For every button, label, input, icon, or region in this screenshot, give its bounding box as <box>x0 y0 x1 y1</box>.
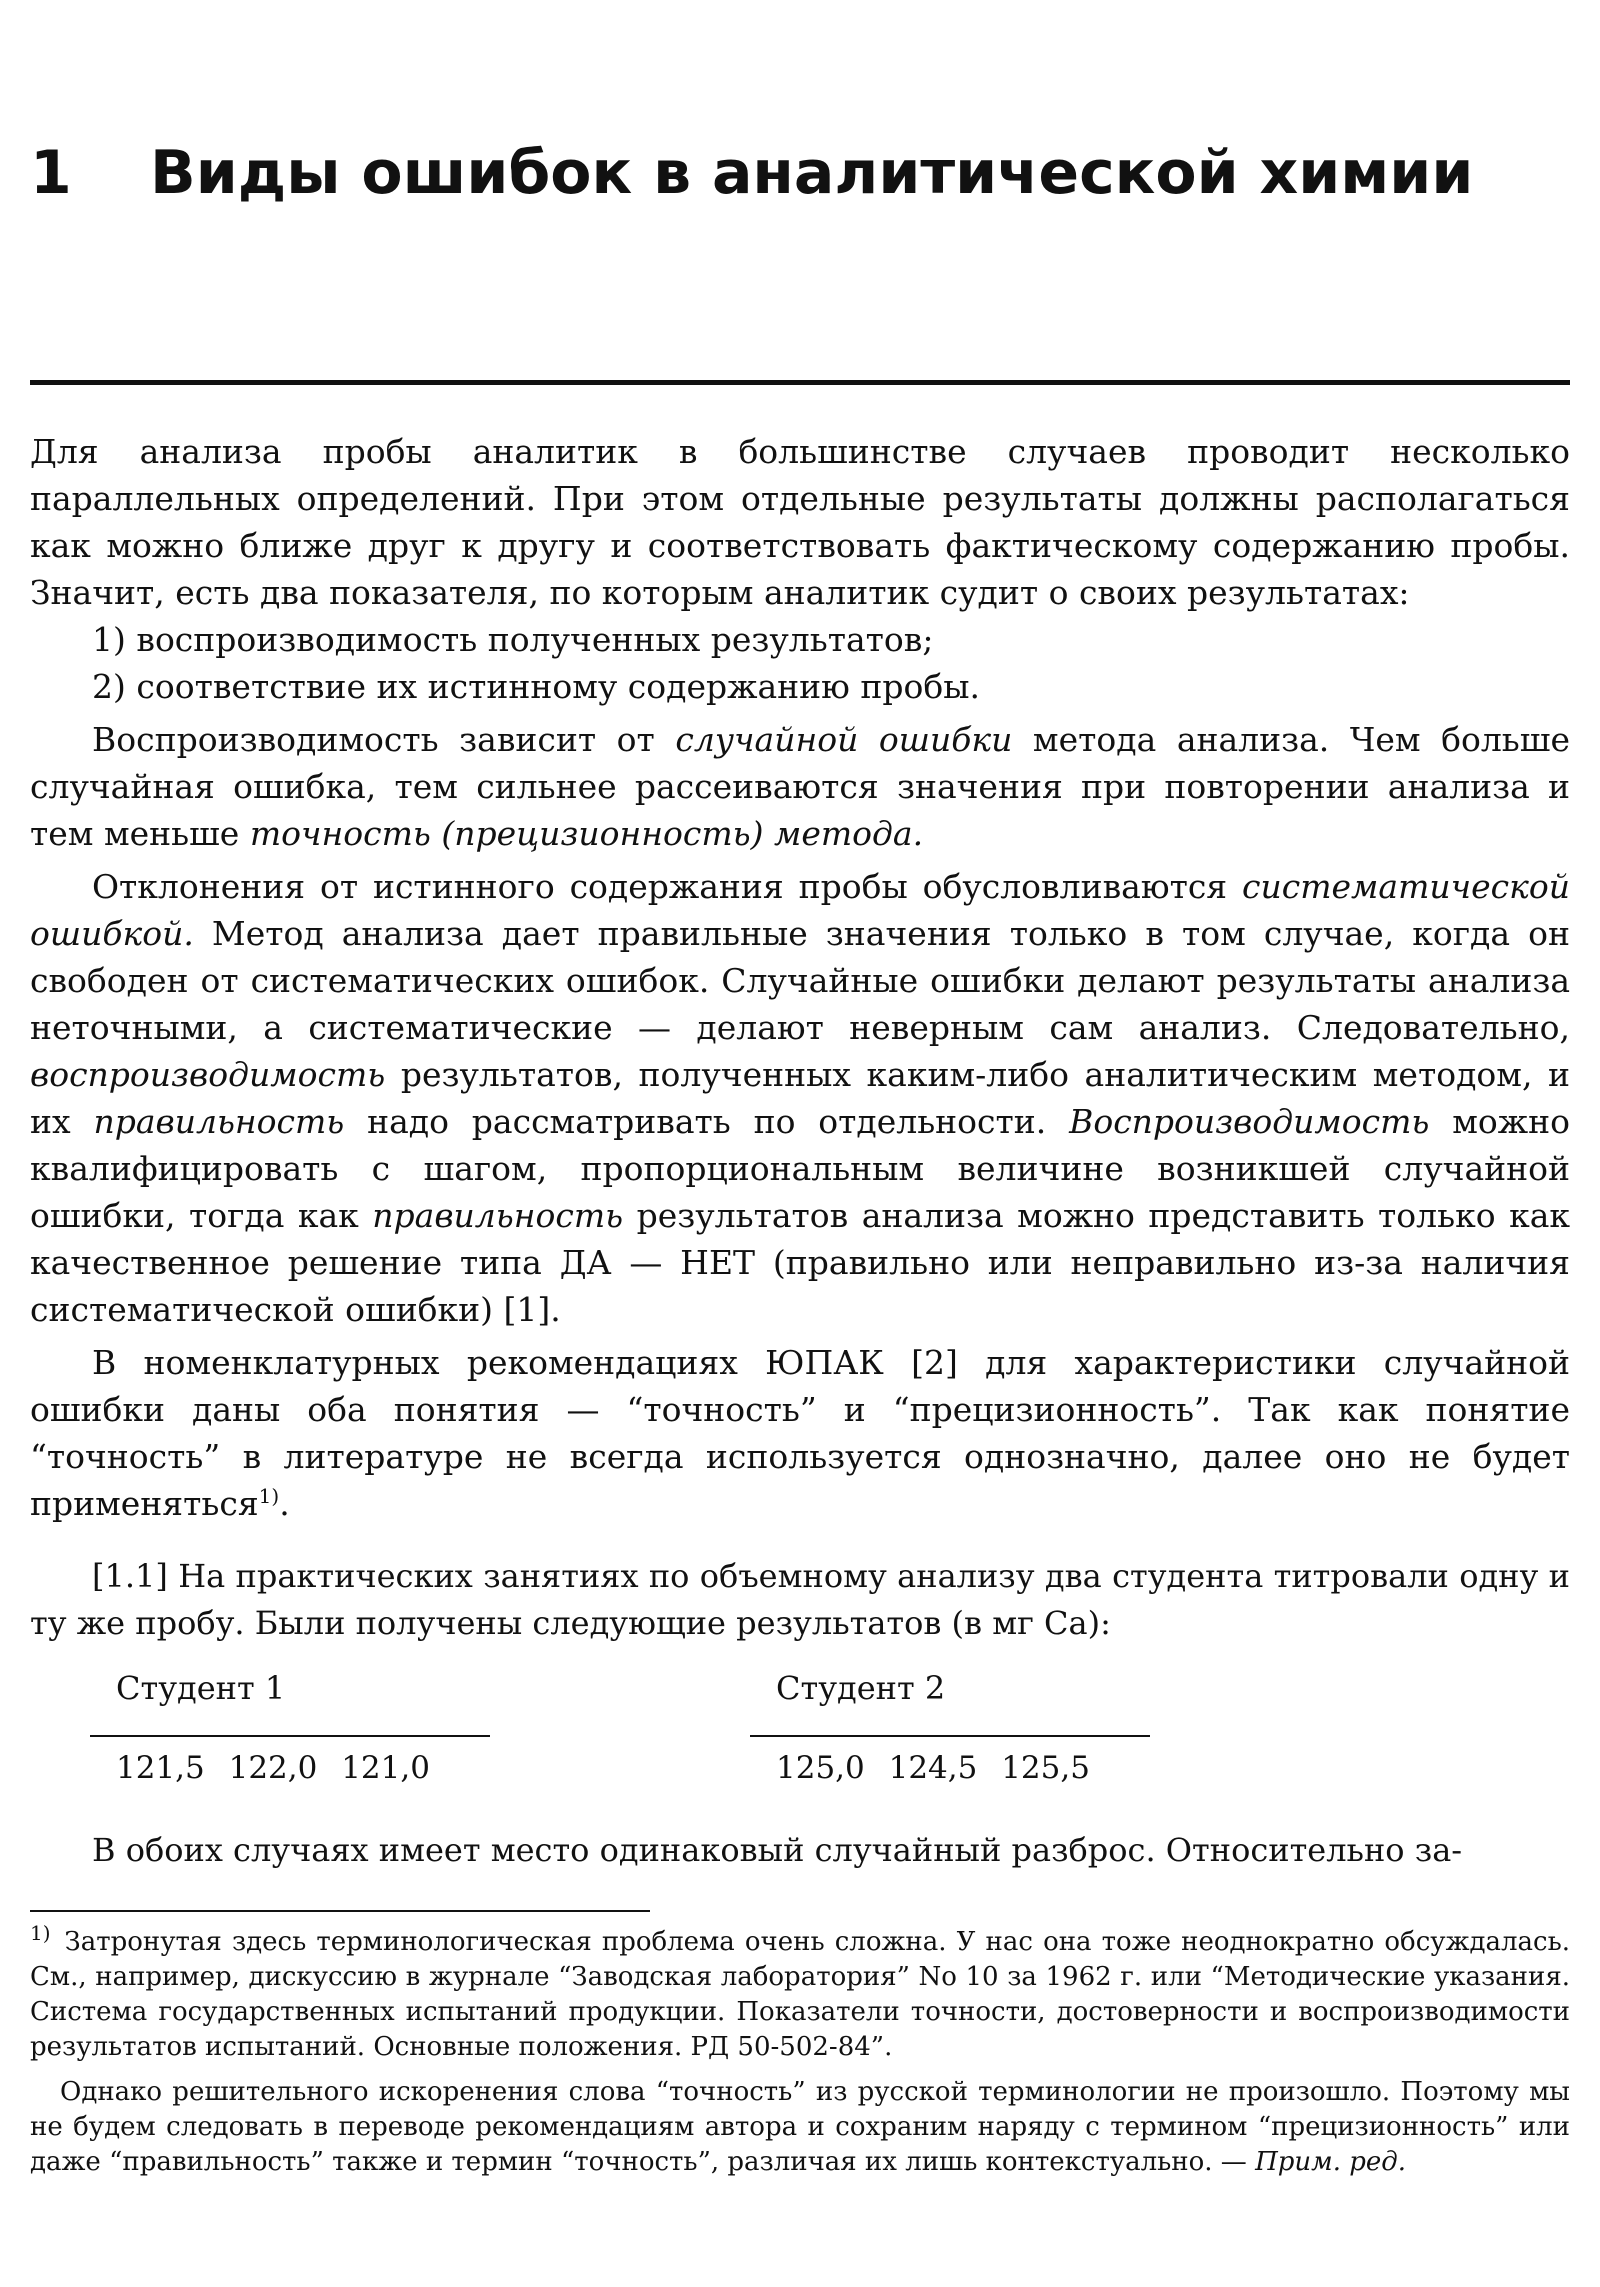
footnote-rule <box>30 1910 650 1912</box>
footnote <box>30 1921 1570 2180</box>
paragraph-intro: Для анализа пробы аналитик в большинстве случаев проводит несколько параллельных определений. При этом отдельные результаты должны располагаться как можно ближе друг к другу и соответствовать фактическому содержанию пробы. Значит, есть два показателя, по которым аналитик судит о своих результатах: <box>30 432 1570 612</box>
footnote-mark: 1) <box>30 1921 51 1946</box>
main-text <box>30 428 1570 1874</box>
heading-rule <box>30 380 1570 385</box>
student-1-column <box>90 1657 490 1789</box>
editor-note: Прим. ред. <box>1255 2147 1406 2177</box>
chapter-number: 1 <box>30 138 72 208</box>
student-2-values: 125,0 124,5 125,5 <box>776 1750 1090 1786</box>
paragraph-continuation: В обоих случаях имеет место одинаковый случайный разброс. Относительно за- <box>92 1831 1463 1869</box>
footnote-paragraph-1: $^{1)}$ Затронутая здесь терминологическая проблема очень сложна. У нас она тоже неоднократно обсуждалась. См., например, дискуссию в журнале “Заводская лаборатория” No 10 за 1962 г. или “Методические указания. Система государственных испытаний продукции. Показатели точности, достоверности и воспроизводимости результатов испытаний. Основные положения. РД 50-502-84”. <box>30 1921 1570 2062</box>
footnote-reference[interactable]: 1) <box>258 1484 280 1508</box>
term-systematic-error: систематической ошибкой. <box>30 867 1570 953</box>
footnote-paragraph-2: Однако решительного искоренения слова “точность” из русской терминологии не произошло. Поэтому мы не будем следовать в переводе рекомендациям автора и сохраним наряду с термином “прецизионность” или даже “правильность” также и термин “точность”, различая их лишь контекстуально. — Прим. ред. <box>30 2077 1570 2177</box>
term-reproducibility: воспроизводимость <box>30 1055 386 1094</box>
student-2-name: Студент 2 <box>776 1669 946 1707</box>
term-correctness-2: правильность <box>372 1196 624 1235</box>
term-precision: точность (прецизионность) метода. <box>249 814 924 853</box>
paragraph-reproducibility: Воспроизводимость зависит от случайной ошибки метода анализа. Чем больше случайная ошибка, тем сильнее рассеиваются значения при повторении анализа и тем меньше точность (прецизионность) метода. <box>30 720 1570 853</box>
paragraph-systematic-error: Отклонения от истинного содержания пробы обусловливаются систематической ошибкой. Метод анализа дает правильные значения только в том случае, когда он свободен от систематических ошибок. Случайные ошибки делают результаты анализа неточными, а систематические — делают неверным сам анализ. Следовательно, воспроизводимость результатов, полученных каким-либо аналитическим методом, и их правильность надо рассматривать по отдельности. Воспроизводимость можно квалифицировать с шагом, пропорциональным величине возникшей случайной ошибки, тогда как правильность результатов анализа можно представить только как качественное решение типа ДА — НЕТ (правильно или неправильно из-за наличия систематической ошибки) [1]. <box>30 867 1570 1329</box>
student-2-column <box>750 1657 1150 1789</box>
paragraph-iupac: В номенклатурных рекомендациях ЮПАК [2] для характеристики случайной ошибки даны оба понятия — “точность” и “прецизионность”. Так как понятие “точность” в литературе не всегда используется однозначно, далее оно не будет применяться$^{1)}$. <box>30 1343 1570 1523</box>
list-item-2: 2) соответствие их истинному содержанию пробы. <box>92 667 980 706</box>
term-correctness: правильность <box>93 1102 345 1141</box>
term-random-error: случайной ошибки <box>675 720 1013 759</box>
term-reproducibility-2: Воспроизводимость <box>1069 1102 1430 1141</box>
chapter-title: Виды ошибок в аналитической химии <box>150 138 1474 208</box>
student-1-rule <box>90 1735 490 1737</box>
exercise-1-1: [1.1] На практических занятиях по объемному анализу два студента титровали одну и ту же пробу. Были получены следующие результатов (в мг Са): <box>30 1557 1570 1642</box>
list-item-1: 1) воспроизводимость полученных результатов; <box>92 620 934 659</box>
chapter-heading <box>30 138 1570 208</box>
student-results-table <box>30 1657 1570 1817</box>
student-2-rule <box>750 1735 1150 1737</box>
student-1-values: 121,5 122,0 121,0 <box>116 1750 430 1786</box>
student-1-name: Студент 1 <box>116 1669 286 1707</box>
